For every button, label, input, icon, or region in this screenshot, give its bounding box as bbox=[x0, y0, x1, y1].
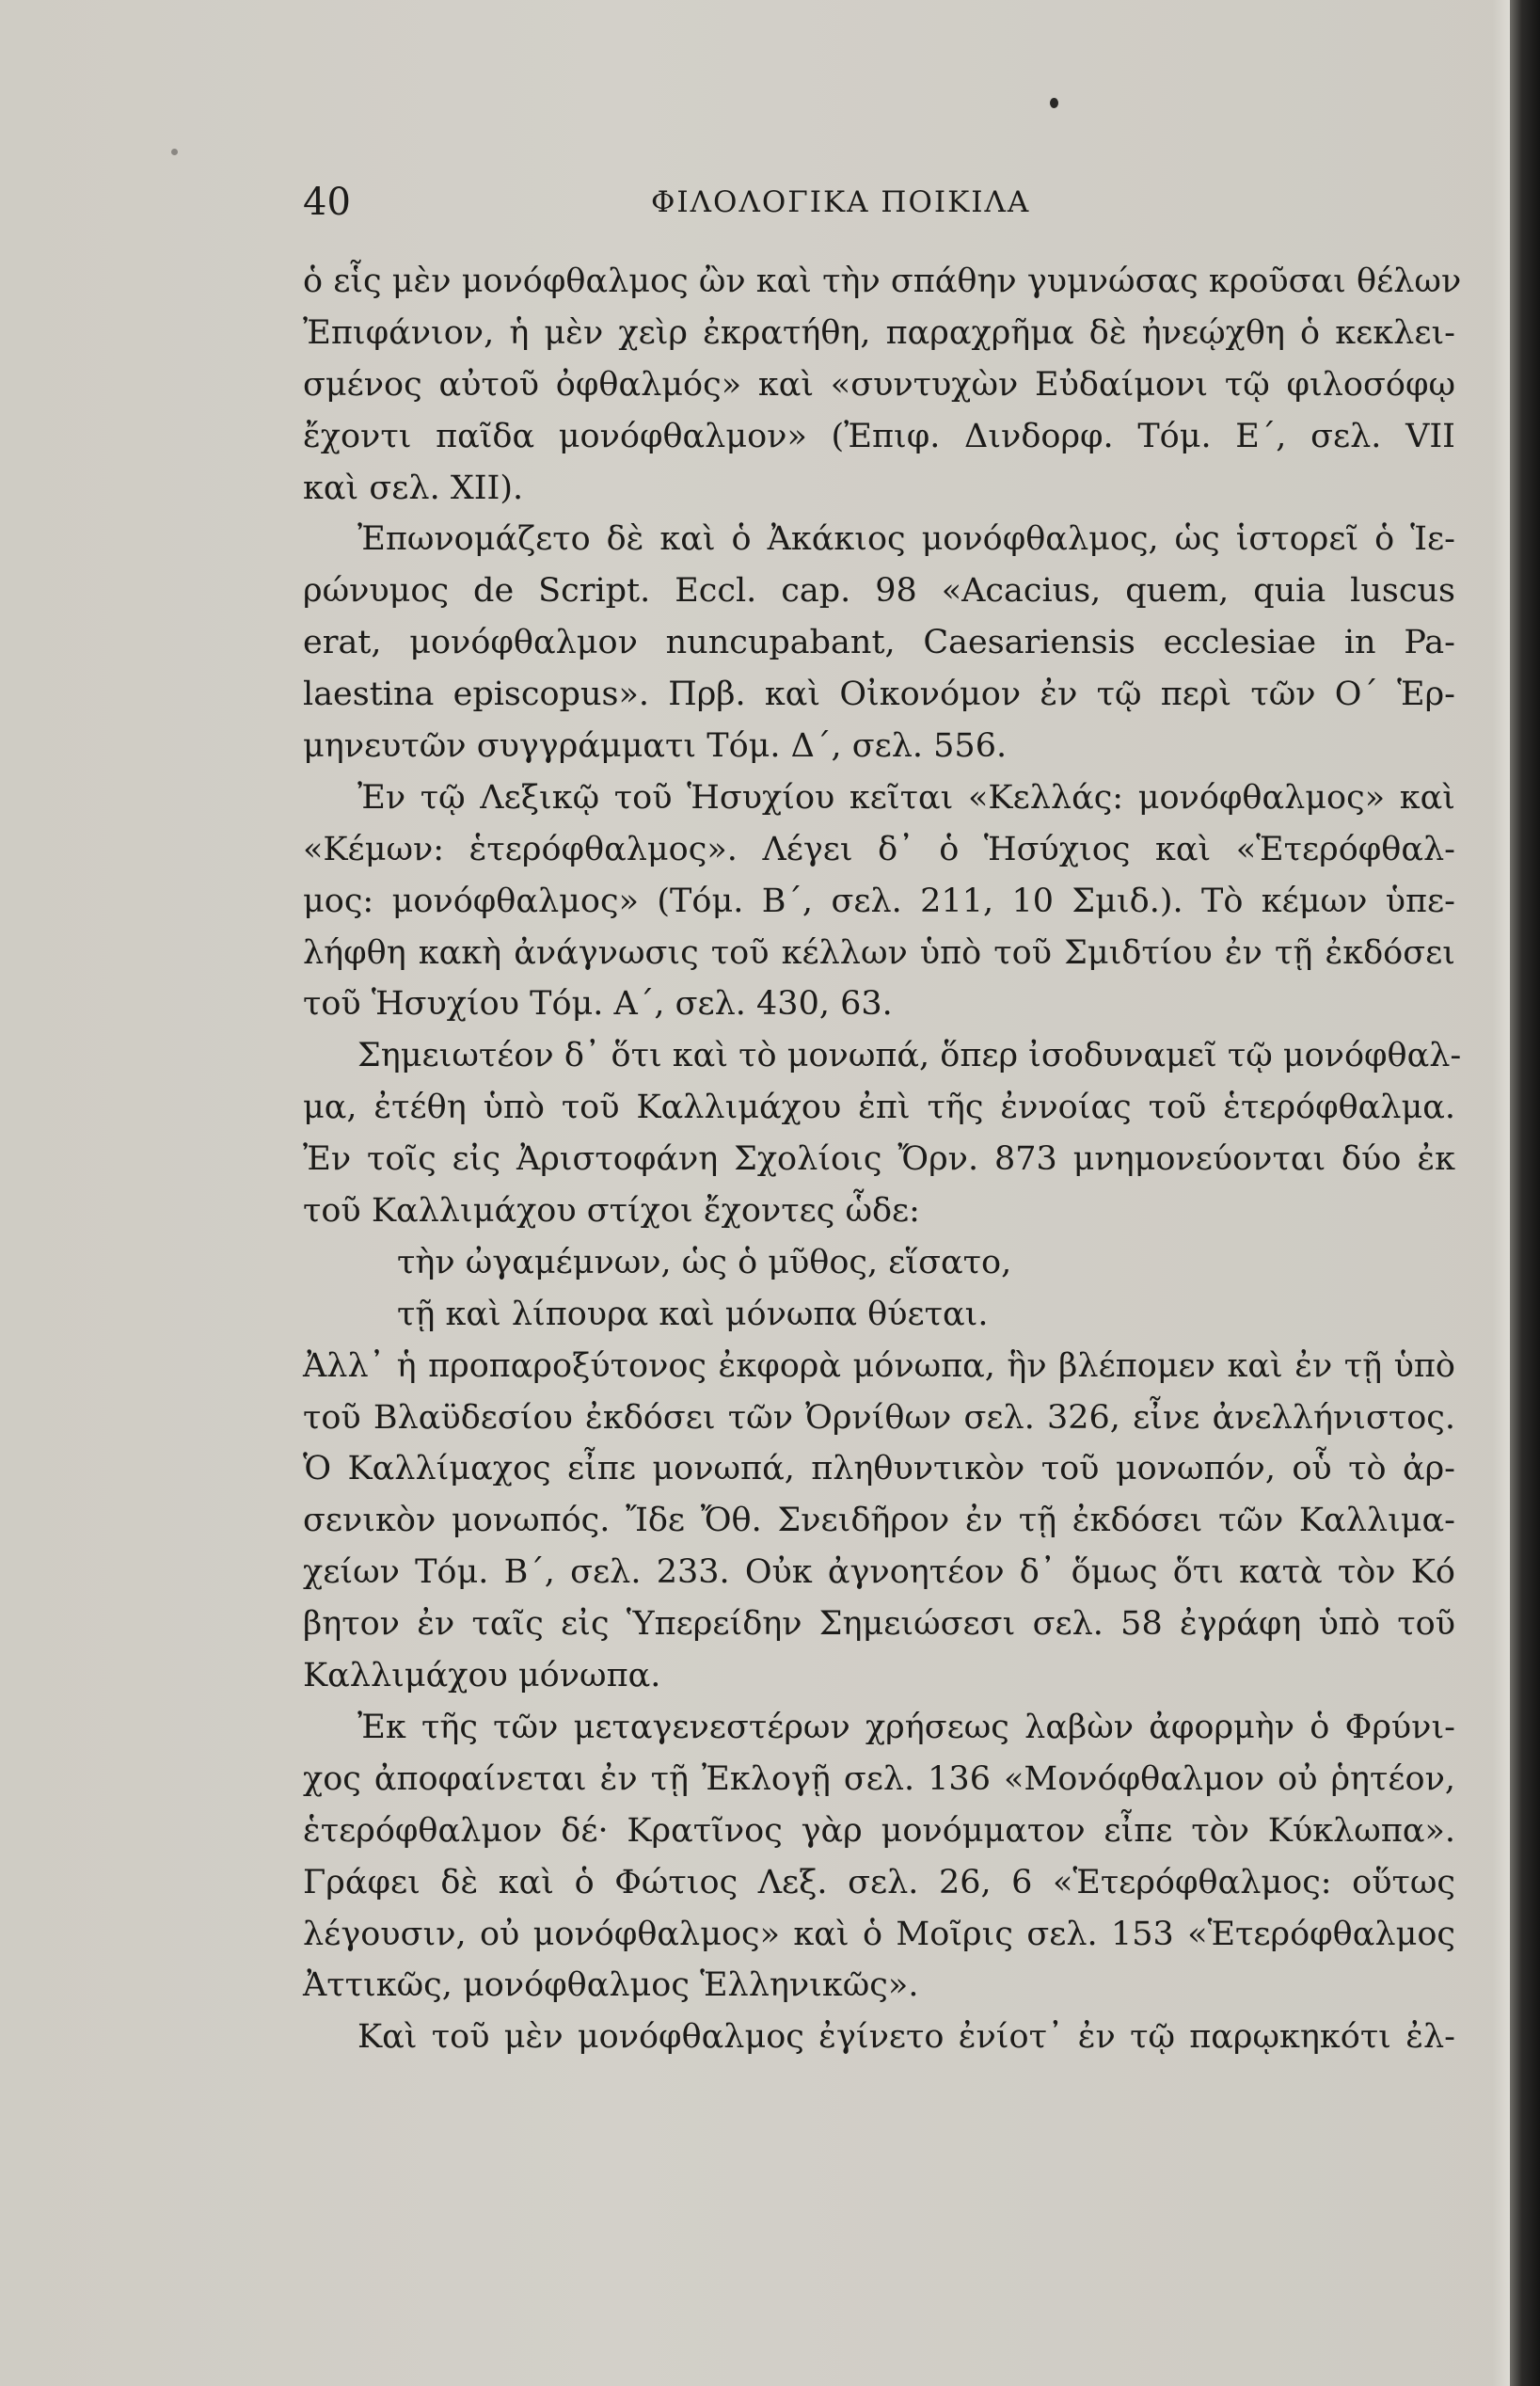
text-line: χείων Τόμ. Β΄, σελ. 233. Οὐκ ἀγνοητέον δ᾽ ὅμως ὅτι κατὰ τὸν Κό bbox=[303, 1553, 1455, 1592]
text-line: laestina episcopus». Πρβ. καὶ Οἰκονόμον ἐν τῷ περὶ τῶν Ο΄ Ἑρ- bbox=[303, 676, 1455, 714]
print-speck bbox=[1050, 98, 1058, 108]
text-line: χος ἀποφαίνεται ἐν τῇ Ἐκλογῇ σελ. 136 «Μονόφθαλμον οὐ ῥητέον, bbox=[303, 1759, 1455, 1798]
text-line: τοῦ Βλαϋδεσίου ἐκδόσει τῶν Ὀρνίθων σελ. 326, εἶνε ἀνελλήνιστος. bbox=[303, 1398, 1455, 1437]
text-line: λήφθη κακὴ ἀνάγνωσις τοῦ κέλλων ὑπὸ τοῦ Σμιδτίου ἐν τῇ ἐκδόσει bbox=[303, 933, 1455, 972]
text-line: μηνευτῶν συγγράμματι Τόμ. Δ΄, σελ. 556. bbox=[303, 727, 1008, 766]
text-line: μα, ἐτέθη ὑπὸ τοῦ Καλλιμάχου ἐπὶ τῆς ἐννοίας τοῦ ἑτερόφθαλμα. bbox=[303, 1089, 1455, 1127]
verse-line: τῇ καὶ λίπουρα καὶ μόνωπα θύεται. bbox=[397, 1295, 989, 1333]
text-line: Καὶ τοῦ μὲν μονόφθαλμος ἐγίνετο ἐνίοτ᾽ ἐν τῷ παρῳκηκότι ἐλ- bbox=[357, 2018, 1455, 2057]
running-title: ΦΙΛΟΛΟΓΙΚΑ ΠΟΙΚΙΛΑ bbox=[651, 185, 1031, 219]
text-line: Ὁ Καλλίμαχος εἶπε μονωπά, πληθυντικὸν τοῦ μονωπόν, οὗ τὸ ἀρ- bbox=[303, 1450, 1455, 1488]
text-line: Ἀλλ᾽ ἡ προπαροξύτονος ἐκφορὰ μόνωπα, ἣν βλέπομεν καὶ ἐν τῇ ὑπὸ bbox=[303, 1346, 1455, 1385]
page-gutter-highlight bbox=[1493, 0, 1510, 2386]
text-line: τοῦ Καλλιμάχου στίχοι ἔχοντες ὧδε: bbox=[303, 1192, 920, 1231]
text-line: «Κέμων: ἑτερόφθαλμος». Λέγει δ᾽ ὁ Ἡσύχιος καὶ «Ἑτερόφθαλ- bbox=[303, 830, 1455, 868]
text-line: ρώνυμος de Script. Eccl. cap. 98 «Acacius, quem, quia luscus bbox=[303, 572, 1455, 611]
text-line: erat, μονόφθαλμον nuncupabant, Caesariensis ecclesiae in Pa- bbox=[303, 624, 1455, 662]
text-line: σενικὸν μονωπός. Ἴδε Ὄθ. Σνειδῆρον ἐν τῇ ἐκδόσει τῶν Καλλιμα- bbox=[303, 1502, 1455, 1540]
page-header bbox=[303, 174, 1455, 231]
text-line: Καλλιμάχου μόνωπα. bbox=[303, 1657, 661, 1695]
text-line: σμένος αὐτοῦ ὀφθαλμός» καὶ «συντυχὼν Εὐδαίμονι τῷ φιλοσόφῳ bbox=[303, 365, 1455, 404]
text-line: Σημειωτέον δ᾽ ὅτι καὶ τὸ μονωπά, ὅπερ ἰσοδυναμεῖ τῷ μονόφθαλ- bbox=[357, 1037, 1462, 1075]
print-speck bbox=[171, 149, 178, 155]
text-line: Ἐν τῷ Λεξικῷ τοῦ Ἡσυχίου κεῖται «Κελλάς: μονόφθαλμος» καὶ bbox=[357, 778, 1455, 817]
page-edge-shadow bbox=[1510, 0, 1540, 2386]
text-line: ὁ εἷς μὲν μονόφθαλμος ὢν καὶ τὴν σπάθην γυμνώσας κροῦσαι θέλων bbox=[303, 262, 1462, 300]
text-line: μος: μονόφθαλμος» (Τόμ. Β΄, σελ. 211, 10 Σμιδ.). Τὸ κέμων ὑπε- bbox=[303, 882, 1455, 920]
text-line: καὶ σελ. XII). bbox=[303, 469, 524, 507]
text-line: Ἐπιφάνιον, ἡ μὲν χεὶρ ἐκρατήθη, παραχρῆμα δὲ ἠνεῴχθη ὁ κεκλει- bbox=[303, 313, 1455, 352]
text-line: Ἐν τοῖς εἰς Ἀριστοφάνη Σχολίοις Ὄρν. 873 μνημονεύονται δύο ἐκ bbox=[303, 1140, 1455, 1179]
text-line: Ἐπωνομάζετο δὲ καὶ ὁ Ἀκάκιος μονόφθαλμος, ὡς ἱστορεῖ ὁ Ἱε- bbox=[357, 520, 1455, 559]
text-line: βητον ἐν ταῖς εἰς Ὑπερείδην Σημειώσεσι σελ. 58 ἐγράφη ὑπὸ τοῦ bbox=[303, 1605, 1455, 1644]
verse-line: τὴν ὠγαμέμνων, ὡς ὁ μῦθος, εἵσατο, bbox=[397, 1243, 1012, 1281]
page-number: 40 bbox=[303, 181, 351, 224]
text-line: ἑτερόφθαλμον δέ· Κρατῖνος γὰρ μονόμματον εἶπε τὸν Κύκλωπα». bbox=[303, 1811, 1455, 1850]
text-line: ἔχοντι παῖδα μονόφθαλμον» (Ἐπιφ. Δινδορφ. Τόμ. Ε΄, σελ. VII bbox=[303, 417, 1455, 455]
body-text bbox=[303, 256, 1462, 2063]
text-line: Γράφει δὲ καὶ ὁ Φώτιος Λεξ. σελ. 26, 6 «Ἑτερόφθαλμος: οὕτως bbox=[303, 1863, 1455, 1901]
text-line: Ἐκ τῆς τῶν μεταγενεστέρων χρήσεως λαβὼν ἀφορμὴν ὁ Φρύνι- bbox=[357, 1708, 1455, 1746]
text-line: τοῦ Ἡσυχίου Τόμ. Α΄, σελ. 430, 63. bbox=[303, 985, 893, 1024]
text-line: λέγουσιν, οὐ μονόφθαλμος» καὶ ὁ Μοῖρις σελ. 153 «Ἑτερόφθαλμος bbox=[303, 1915, 1455, 1953]
text-line: Ἀττικῶς, μονόφθαλμος Ἑλληνικῶς». bbox=[303, 1966, 919, 2005]
